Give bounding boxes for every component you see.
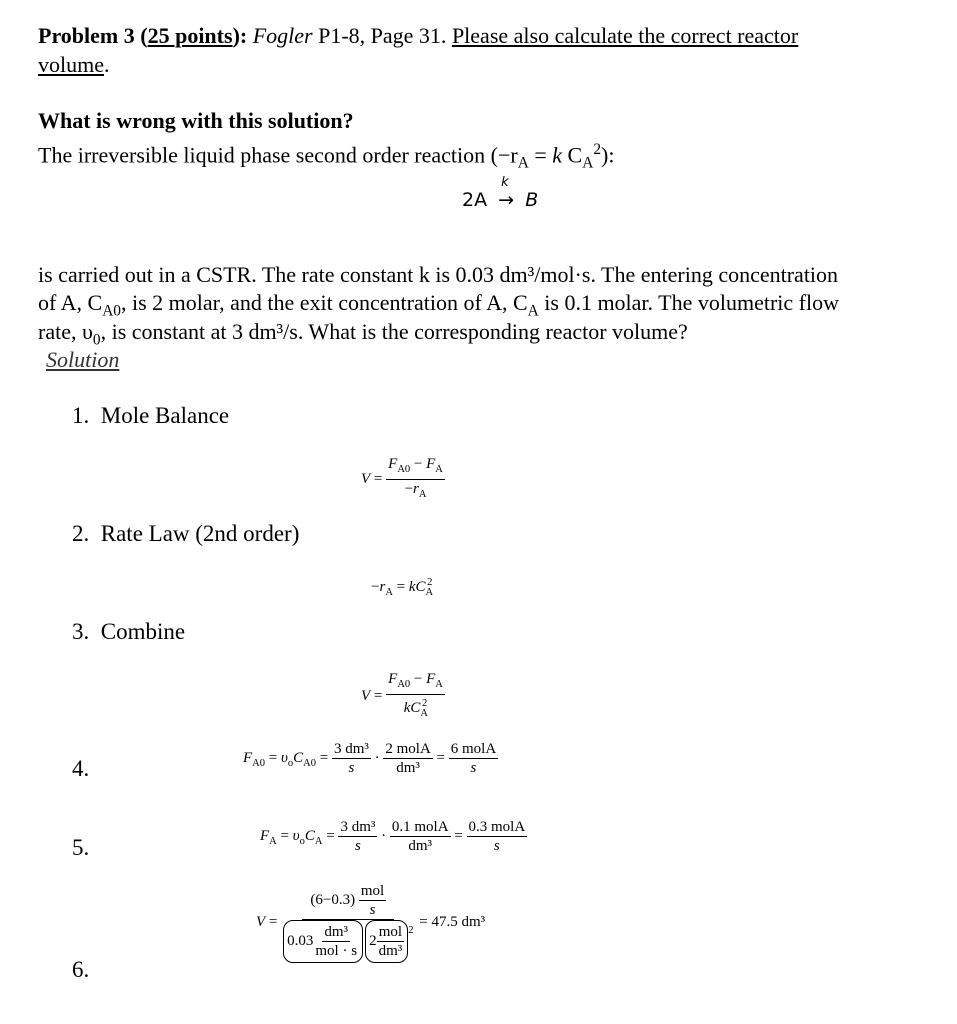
rate-law-equation: $-r_A = kC_A^2$ <box>371 577 434 598</box>
solution-label: Solution <box>46 347 120 372</box>
instruction: Please also calculate the correct reactor <box>451 23 799 48</box>
step-3: 3. Combine <box>72 619 186 644</box>
problem-label: Problem 3 <box>38 23 135 48</box>
step-6: 6. <box>72 957 90 982</box>
volume-result: = 47.5 dm³ <box>419 914 486 930</box>
reaction-equation: 2A k → B <box>462 175 539 211</box>
outlet-molar-flow-equation: $F_A = \upsilon_oC_A$ = $\frac{\text{3 dm³}}{s}$ · $\frac{\text{0.1 molA}}{\text{dm³}}$ = $\frac{\text{0.3 molA}}{s}$ <box>260 819 526 854</box>
step-5: 5. <box>72 835 90 860</box>
problem-line3: rate, $\upsilon_0$, is constant at 3 dm³/s. What is the corresponding reactor volume? <box>38 319 688 349</box>
problem-header: Problem 3 (25 points): Fogler P1-8, Page 31. Please also calculate the correct reactor <box>38 23 799 48</box>
source-author: Fogler <box>252 23 313 48</box>
step-1: 1. Mole Balance <box>72 403 230 428</box>
combine-equation: V = $\frac{F_{A0} - F_A}{kC_A^2}$ <box>361 671 443 719</box>
rate-constant-k: k <box>501 175 509 190</box>
question-heading: What is wrong with this solution? <box>38 108 354 133</box>
inlet-molar-flow-equation: $F_{A0} = \upsilon_oC_{A0}$ = $\frac{\text{3 dm³}}{s}$ · $\frac{\text{2 molA}}{\text{dm³}}$ = $\frac{\text{6 molA}}{s}$ <box>243 741 497 776</box>
volume-calculation-equation: V = (6−0.3) $\frac{\text{mol}}{s}$ 0.03 $\frac{\text{dm³}}{\text{mol · s}}$ 2 $\frac{\text{mol}}{\text{dm³}}$ $^2$ = 47.5 dm³ <box>256 882 485 963</box>
instruction-continued: volume. <box>38 52 110 77</box>
mole-balance-equation: V = $\frac{F_{A0} - F_A}{-r_A}$ <box>361 456 443 500</box>
problem-line1: is carried out in a CSTR. The rate constant k is 0.03 dm³/mol·s. The entering concentration <box>38 262 839 287</box>
step-2: 2. Rate Law (2nd order) <box>72 521 300 546</box>
points: 25 points <box>147 23 233 48</box>
problem-line2: of A, $C_{A0}$, is 2 molar, and the exit concentration of A, $C_A$ is 0.1 molar. The volumetric flow <box>38 290 839 320</box>
question-intro: The irreversible liquid phase second order reaction ($-r_A = k$ $C_A^2$): <box>38 141 615 172</box>
step-4: 4. <box>72 756 90 781</box>
source-ref: P1-8, Page 31. <box>318 23 447 48</box>
